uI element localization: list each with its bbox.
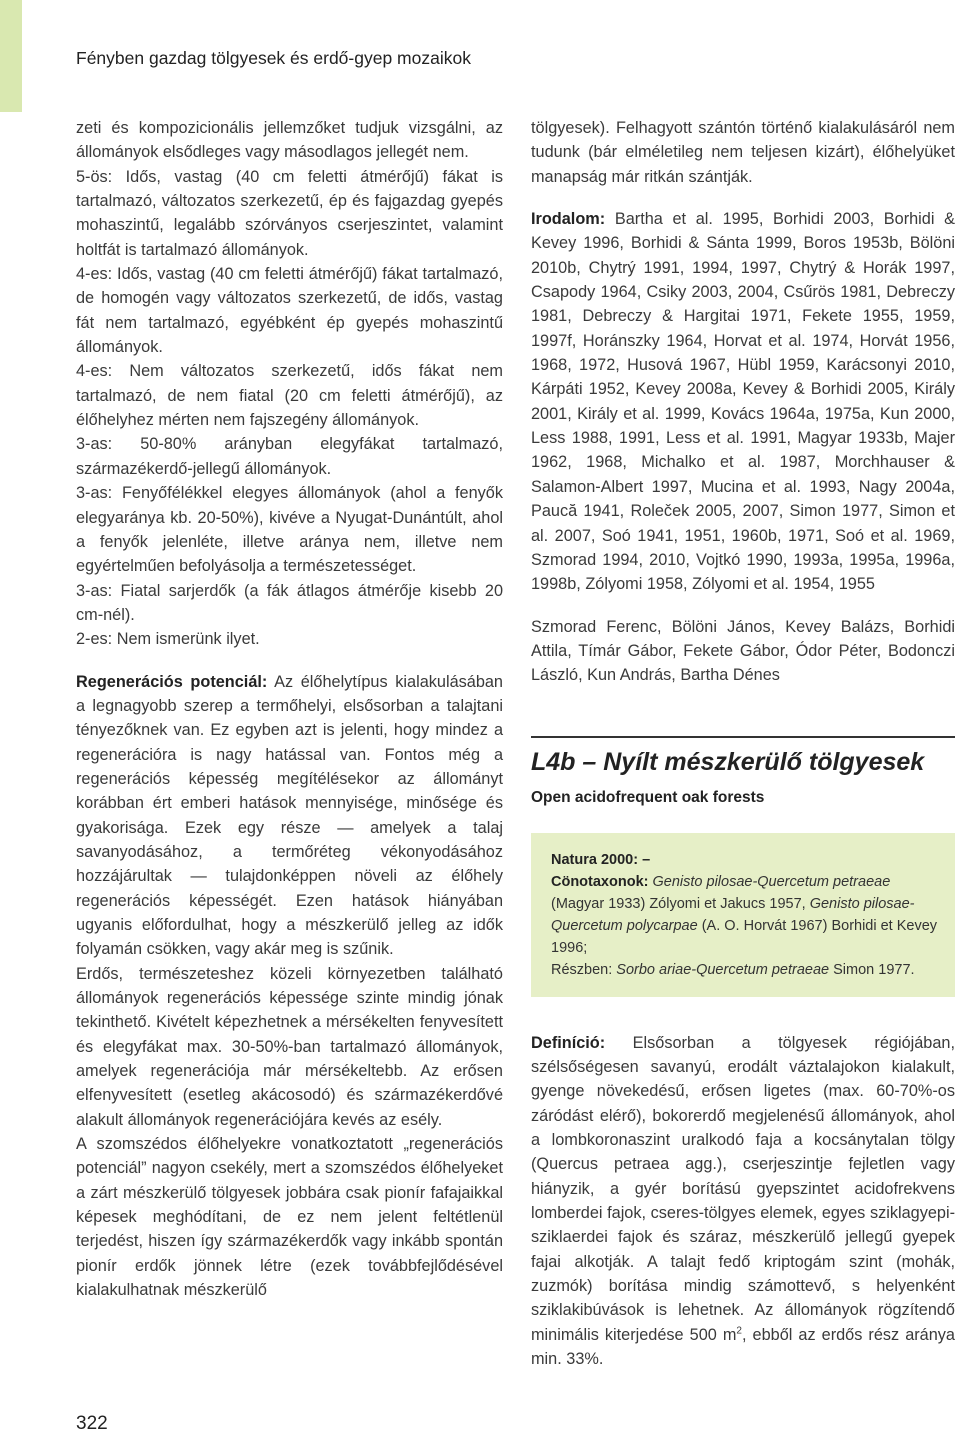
definition-paragraph [531, 1031, 955, 1372]
partial-label: Részben: [551, 961, 617, 978]
chapter-tab-strip [0, 0, 22, 112]
definition-label: Definíció: [531, 1033, 606, 1052]
paragraph: 3-as: Fiatal sarjerdők (a fák átlagos átmérője kisebb 20 cm-nél). [76, 581, 503, 624]
conotaxa-label: Cönotaxonok: [551, 873, 649, 890]
left-column [76, 116, 503, 1303]
definition-text: Elsősorban a tölgyesek régiójában, szélsőségesen savanyú, erodált váztalajokon kialakult, gyenge növekedésű, erősen ligetes (max. 60-70%-os záródást elérő), bokorerdő megjelenésű állományok, ahol a lombkoronaszint uralkodó faja a kocsánytalan tölgy (Quercus petraea agg.), cserjeszintje fejletlen vagy hiányzik, a gyér borítású gyepszintet acidofrekvens lomberdei fajok, cseres-tölgyes elemek, egyes sziklagyepi-sziklaerdei fajok és száraz, mészkerülő jellegű gyepek fajai alkotják. A talajt fedő kriptogám szint (mohák, zuzmók) borítása mindig számottevő, s helyenként sziklakibúvások is lehetnek. Az állományok rögzítendő minimális kiterjedése 500 m [531, 1033, 955, 1344]
paragraph: Erdős, természeteshez közeli környezetben található állományok regenerációs képessége szinte mindig jónak tekinthető. Kivételt képezhetnek a mérsékelten fenyvesített és elegyfákat max. 30-50%-ban tartalmazó állományok, amelyek regenerációja már mérsékeltebb. Az erősen elfenyvesített (esetleg akácosodó) és származékerdővé alakult állományok regenerációjára kevés az esély. [76, 964, 503, 1129]
paragraph: tölgyesek). Felhagyott szántón történő kialakulásáról nem tudunk (bár elméletileg nem teljesen kizárt), élőhelyüket manapság már ritkán szántják. [531, 119, 955, 186]
authors: Szmorad Ferenc, Bölöni János, Kevey Balázs, Borhidi Attila, Tímár Gábor, Fekete Gábor, Ódor Péter, Bodonczi László, Kun András, Bartha Dénes [531, 617, 955, 685]
regeneration-text: Az élőhelytípus kialakulásában a legnagyobb szerep a termőhelyi, elsősorban a talajtani tényezőknek van. Ez egyben azt is jelenti, hogy mindez a regenerációra is nagy hatással van. Fontos még a regenerációs képesség megítélésekor az állományt korábban ért emberi hatások mennyisége, minősége és gyakorisága. Ezek egy része — amelyek a talaj savanyodásához, a termőréteg vékonyodásához hozzájárultak — tulajdonképpen növeli az élőhely regenerációs képességét. Ezen hatások hiányában ugyanis előfordulhat, hogy a mészkerülő jelleg az idők folyamán csökken, vagy akár meg is szűnik. [76, 672, 503, 959]
paragraph: A szomszédos élőhelyekre vonatkoztatott „regenerációs potenciál” nagyon csekély, mert a szomszédos élőhelyeket a zárt mészkerülő tölgyesek jobbára csak pionír fafajaikkal képesek meghódítani, de ez nem jelent feltétlenül terjedést, hiszen így származékerdők vagy inkább spontán pionír erdők jönnek létre (ezek továbbfejlődésével kialakulhatnak mészkerülő [76, 1135, 503, 1300]
literature-text: Bartha et al. 1995, Borhidi 2003, Borhidi & Kevey 1996, Borhidi & Sánta 1999, Boros 1953b, Bölöni 2010b, Chytrý 1991, 1994, 1997, Chytrý & Horák 1997, Csapody 1964, Csiky 2003, 2004, Csűrös 1981, Debreczy 1981, Debreczy & Hargitai 1971, Fekete 1955, 1959, 1997f, Horánszky 1964, Horvat et al. 1974, Horvát 1956, 1968, 1972, Husová 1967, Hübl 1959, Karácsonyi 2010, Kárpáti 1952, Kevey 2008a, Kevey & Borhidi 2005, Király 2001, Király et al. 1999, Kovács 1964a, 1975a, Kun 2000, Less 1988, 1991, Less et al. 1991, Magyar 1933b, Majer 1962, 1968, Michalko et al. 1987, Morchhauser & Salamon-Albert 1997, Mucina et al. 1993, Nagy 2004a, Paucă 1941, Roleček 2005, 2007, Simon 1977, Simon et al. 2007, Soó 1941, 1951, 1960b, 1971, Soó et al. 1969, Szmorad 1994, 2010, Vojtkó 1990, 1993a, 1995a, 1996a, 1998b, Zólyomi 1958, Zólyomi et al. 1954, 1955 [531, 210, 955, 594]
taxon-authority: (Magyar 1933) Zólyomi et Jakucs 1957, [551, 895, 810, 912]
paragraph: 3-as: Fenyőfélékkel elegyes állományok (ahol a fenyők elegyaránya kb. 20-50%), kivéve a Nyugat-Dunántúlt, ahol a fenyők jelenléte, illetve aránya nem, illetve nem egyértelműen befolyásolja a természetességet. [76, 484, 503, 576]
paragraph: 5-ös: Idős, vastag (40 cm feletti átmérőjű) fákat is tartalmazó, változatos szerkezetű, ép és fajgazdag gyepés mohaszintű, legalább szórványos cserjeszintet, valamint holtfát is tartalmazó állományok. [76, 167, 503, 259]
regeneration-label: Regenerációs potenciál: [76, 672, 268, 691]
right-column [531, 116, 955, 1371]
literature-paragraph [531, 207, 955, 597]
section-title: L4b – Nyílt mészkerülő tölgyesek [531, 747, 925, 776]
paragraph: 4-es: Nem változatos szerkezetű, idős fákat nem tartalmazó, de nem fiatal (20 cm feletti átmérőjű), az élőhelyhez mérten nem fajszegény állományok. [76, 362, 503, 430]
literature-label: Irodalom: [531, 210, 606, 229]
regeneration-paragraph [76, 670, 503, 962]
definition-end: , ebből az erdős rész aránya min. 33%. [531, 1325, 955, 1369]
section-divider [531, 736, 955, 738]
taxon-name: Genisto pilosae-Quercetum polycarpae [551, 895, 915, 934]
section-subtitle: Open acidofrequent oak forests [531, 788, 765, 806]
natura-label: Natura 2000: – [551, 851, 651, 868]
taxon-name: Sorbo ariae-Quercetum petraeae [616, 961, 830, 978]
superscript: 2 [736, 1325, 742, 1337]
conotaxa-line [551, 871, 939, 959]
paragraph: 3-as: 50-80% arányban elegyfákat tartalmazó, származékerdő-jellegű állományok. [76, 435, 503, 478]
natura-info-box [531, 833, 955, 997]
running-header: Fényben gazdag tölgyesek és erdő-gyep mozaikok [76, 48, 471, 68]
taxon-name: Genisto pilosae-Quercetum petraeae [652, 873, 891, 890]
paragraph: 2-es: Nem ismerünk ilyet. [76, 630, 260, 649]
page-number: 322 [76, 1413, 108, 1434]
paragraph: 4-es: Idős, vastag (40 cm feletti átmérőjű) fákat tartalmazó, de homogén vagy változatos szerkezetű, de idős, vastag fát nem tartalmazó, egyébként ép gyepés mohaszintű állományok. [76, 265, 503, 357]
taxon-authority: (A. O. Horvát 1967) Borhidi et Kevey 1996; [551, 917, 938, 956]
taxon-authority: Simon 1977. [829, 961, 915, 978]
paragraph: zeti és kompozicionális jellemzőket tudjuk vizsgálni, az állományok elsődleges vagy másodlagos jellegét nem. [76, 119, 503, 162]
partial-line [551, 959, 939, 981]
